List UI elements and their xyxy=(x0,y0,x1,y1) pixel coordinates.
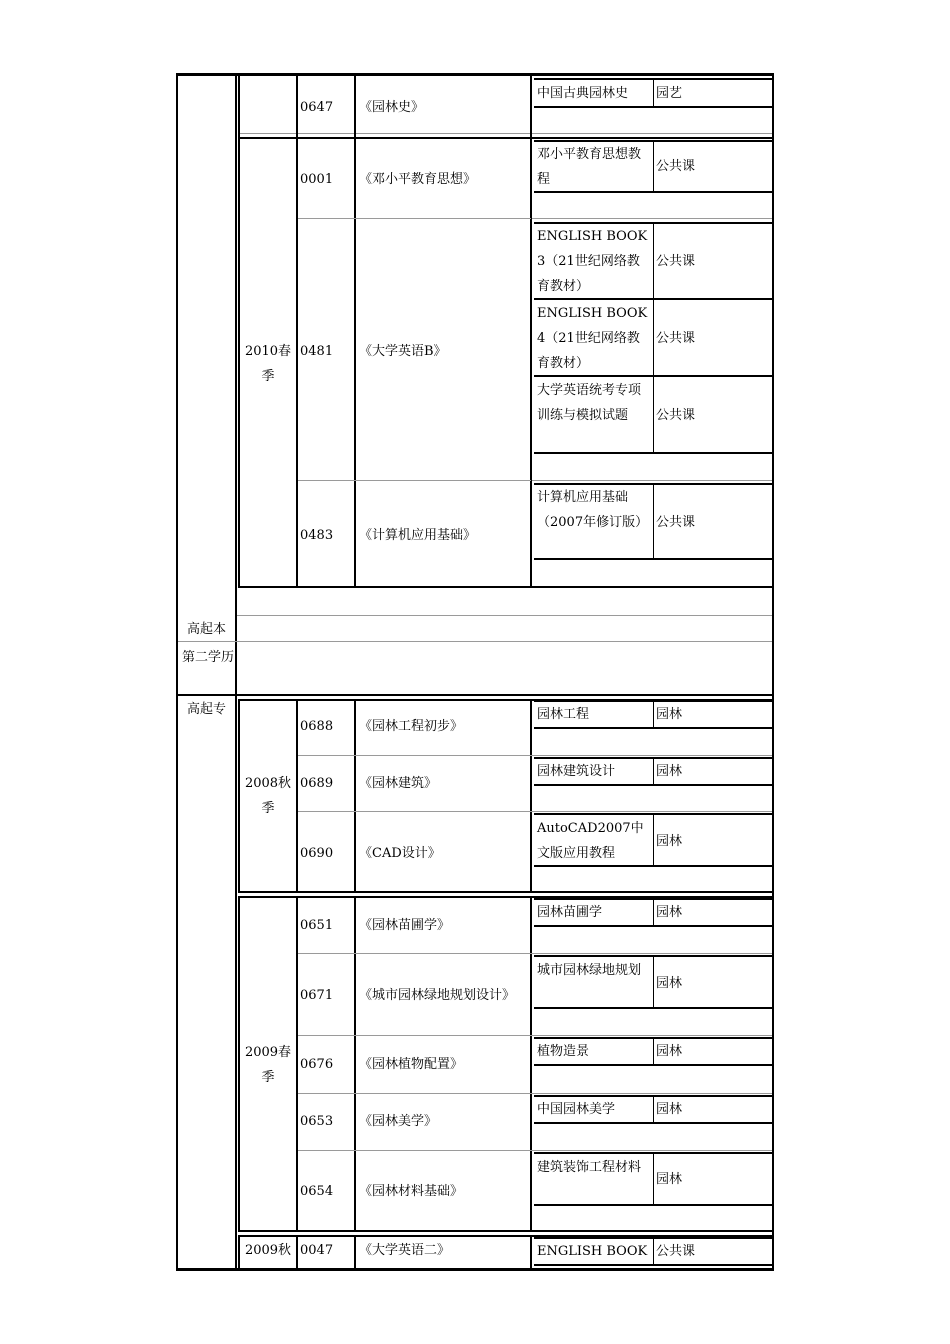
textbook-title: 城市园林绿地规划 xyxy=(537,963,642,978)
course-name: 《园林史》 xyxy=(359,100,425,115)
textbook-title: 中国古典园林史 xyxy=(537,86,629,101)
semester-label: 2009秋 xyxy=(244,1243,292,1258)
course-code: 0653 xyxy=(300,1114,334,1129)
course-code: 0481 xyxy=(300,344,334,359)
textbook-title: 园林建筑设计 xyxy=(537,764,616,779)
semester-label: 2010春季 xyxy=(244,344,292,384)
textbook-title: ENGLISH BOOK 3（21世纪网络教育教材） xyxy=(537,229,648,294)
semester-label: 2009春季 xyxy=(244,1045,292,1085)
textbook-type: 园林 xyxy=(656,764,683,779)
textbook-type: 园林 xyxy=(656,1172,683,1187)
section-label: 第二学历 xyxy=(182,650,235,665)
textbook-type: 园艺 xyxy=(656,86,683,101)
course-name: 《园林美学》 xyxy=(359,1114,438,1129)
section-label: 高起本 xyxy=(186,622,226,637)
course-name: 《计算机应用基础》 xyxy=(359,528,477,543)
course-name: 《园林植物配置》 xyxy=(359,1057,464,1072)
textbook-type: 公共课 xyxy=(656,254,696,269)
course-code: 0671 xyxy=(300,988,334,1003)
course-name: 《CAD设计》 xyxy=(359,846,441,861)
textbook-title: 计算机应用基础（2007年修订版） xyxy=(537,490,649,530)
course-name: 《园林苗圃学》 xyxy=(359,918,451,933)
course-name: 《园林工程初步》 xyxy=(359,719,464,734)
textbook-type: 园林 xyxy=(656,834,683,849)
textbook-type: 公共课 xyxy=(656,515,696,530)
course-code: 0001 xyxy=(300,172,334,187)
course-name: 《园林建筑》 xyxy=(359,776,438,791)
textbook-type: 公共课 xyxy=(656,159,696,174)
course-code: 0676 xyxy=(300,1057,334,1072)
textbook-type: 公共课 xyxy=(656,1244,696,1259)
textbook-title: 建筑装饰工程材料 xyxy=(537,1160,642,1175)
textbook-type: 公共课 xyxy=(656,408,696,423)
course-code: 0689 xyxy=(300,776,334,791)
course-code: 0654 xyxy=(300,1184,334,1199)
course-name: 《城市园林绿地规划设计》 xyxy=(359,988,516,1003)
textbook-title: ENGLISH BOOK 4（21世纪网络教育教材） xyxy=(537,306,648,371)
course-name: 《园林材料基础》 xyxy=(359,1184,464,1199)
course-name: 《大学英语B》 xyxy=(359,344,447,359)
course-code: 0647 xyxy=(300,100,334,115)
textbook-title: AutoCAD2007中文版应用教程 xyxy=(537,821,644,861)
textbook-type: 园林 xyxy=(656,1044,683,1059)
textbook-title: 园林工程 xyxy=(537,707,590,722)
textbook-title: 大学英语统考专项训练与模拟试题 xyxy=(537,383,642,423)
textbook-type: 园林 xyxy=(656,1102,683,1117)
course-code: 0690 xyxy=(300,846,334,861)
course-code: 0047 xyxy=(300,1243,334,1258)
course-name: 《大学英语二》 xyxy=(359,1243,451,1258)
textbook-type: 园林 xyxy=(656,976,683,991)
course-name: 《邓小平教育思想》 xyxy=(359,172,477,187)
semester-label: 2008秋季 xyxy=(244,776,292,816)
textbook-type: 园林 xyxy=(656,707,683,722)
course-code: 0483 xyxy=(300,528,334,543)
textbook-title: 园林苗圃学 xyxy=(537,905,603,920)
textbook-type: 园林 xyxy=(656,905,683,920)
textbook-type: 公共课 xyxy=(656,331,696,346)
course-code: 0651 xyxy=(300,918,334,933)
textbook-title: 邓小平教育思想教程 xyxy=(537,147,642,187)
textbook-title: 中国园林美学 xyxy=(537,1102,616,1117)
course-code: 0688 xyxy=(300,719,334,734)
section-label: 高起专 xyxy=(186,702,226,717)
textbook-title: ENGLISH BOOK xyxy=(537,1244,648,1259)
textbook-title: 植物造景 xyxy=(537,1044,590,1059)
